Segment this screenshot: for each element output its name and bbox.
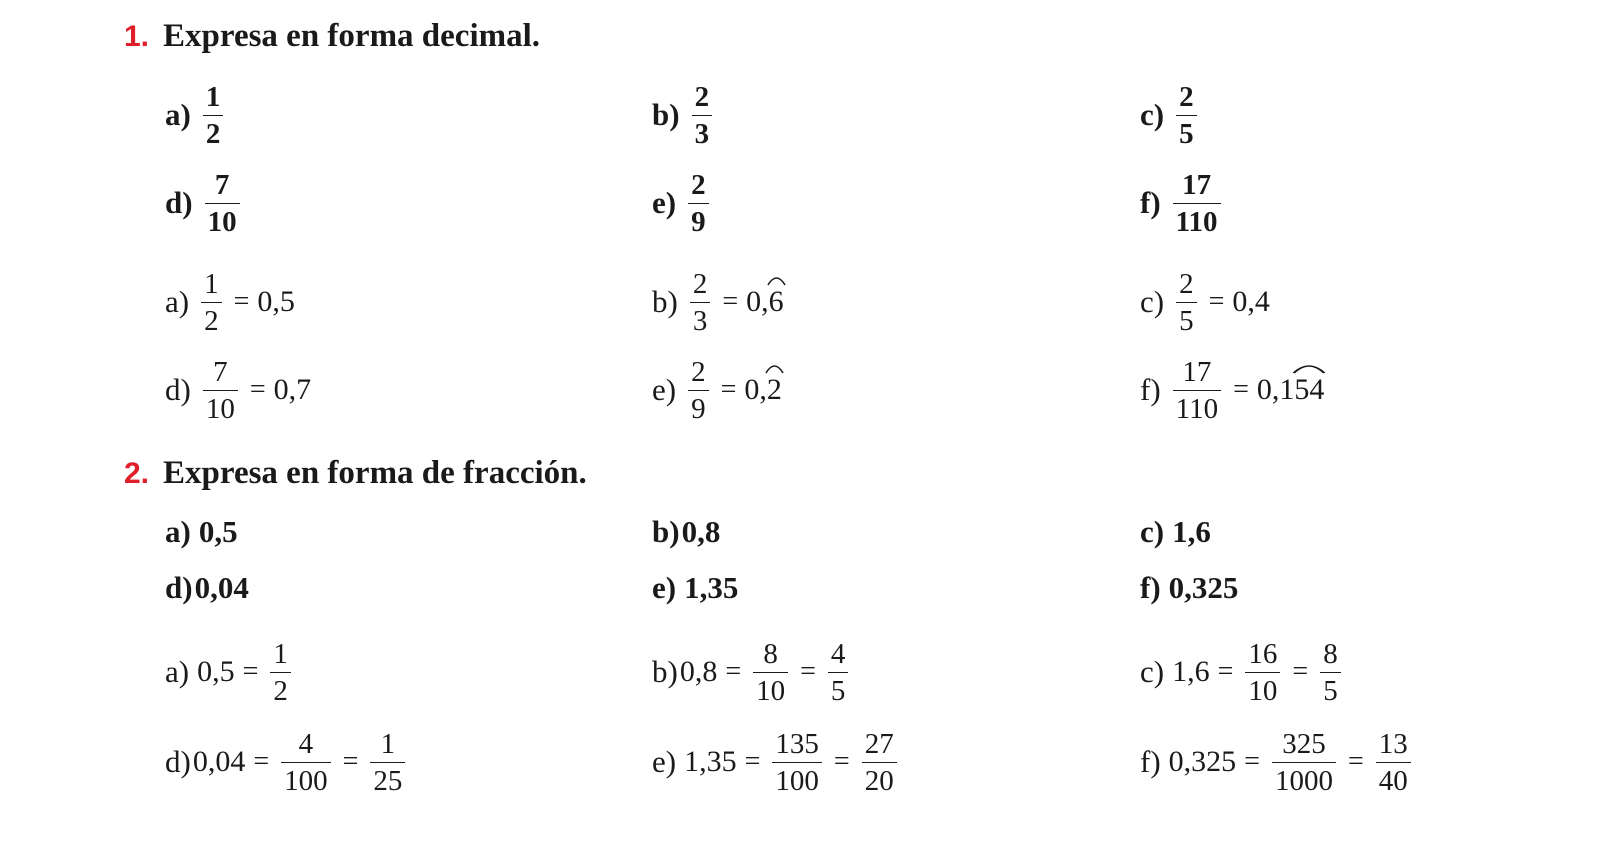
fraction — [1173, 169, 1221, 238]
numerator: 17 — [1182, 355, 1212, 388]
denominator: 20 — [864, 764, 894, 797]
ex1-answer-d — [165, 350, 311, 430]
fraction — [1173, 356, 1221, 425]
ex1-answer-a — [165, 262, 295, 342]
item-label: d) — [165, 185, 193, 220]
equals-sign: = — [1233, 374, 1249, 405]
numerator: 8 — [1323, 637, 1338, 670]
equals-sign: = — [744, 746, 761, 777]
item-label: b) — [652, 284, 678, 319]
fraction — [1320, 638, 1341, 707]
item-label: f) — [1140, 185, 1161, 220]
ex1-answer-b — [652, 262, 784, 342]
denominator: 3 — [692, 304, 708, 337]
numerator: 13 — [1378, 727, 1408, 760]
numerator: 1 — [273, 637, 288, 670]
decimal-value: 0,5 — [257, 285, 295, 318]
fraction — [690, 268, 711, 337]
decimal-value: 1,35 — [684, 745, 737, 778]
fraction — [1376, 728, 1411, 797]
numerator: 2 — [694, 80, 710, 113]
fraction — [270, 638, 291, 707]
equals-sign: = — [800, 656, 816, 687]
denominator: 110 — [1175, 205, 1218, 238]
equals-sign: = — [233, 286, 250, 317]
denominator: 2 — [205, 117, 221, 150]
exercise-1-heading — [124, 18, 540, 55]
decimal-value: 0,4 — [1232, 285, 1270, 318]
fraction — [1272, 728, 1336, 797]
fraction — [203, 81, 224, 150]
exercise-2-heading — [124, 455, 587, 492]
denominator: 10 — [1248, 674, 1278, 707]
ex1-answer-f — [1140, 350, 1324, 430]
decimal-value: 1,6 — [1172, 514, 1211, 549]
denominator: 5 — [1323, 674, 1338, 707]
fraction — [692, 81, 713, 150]
decimal-value: 0,8 — [681, 514, 721, 549]
ex1-question-c — [1140, 75, 1201, 155]
item-label: f) — [1140, 570, 1161, 605]
ex2-answer-f — [1140, 722, 1415, 802]
equals-sign: = — [1208, 286, 1225, 317]
numerator: 135 — [775, 727, 819, 760]
fraction — [203, 356, 238, 425]
denominator: 40 — [1378, 764, 1408, 797]
decimal-value: 0, — [744, 373, 767, 406]
numerator: 2 — [1179, 80, 1194, 113]
decimal-value: 0,04 — [192, 745, 246, 778]
item-label: c) — [1140, 514, 1165, 549]
fraction — [753, 638, 788, 707]
periodic-arc-icon — [1292, 362, 1326, 374]
item-label: f) — [1140, 744, 1161, 779]
item-label: c) — [1140, 284, 1165, 319]
equals-sign: = — [1244, 746, 1260, 777]
fraction — [828, 638, 849, 707]
item-label: f) — [1140, 372, 1161, 407]
repeating-digits — [767, 373, 782, 407]
ex2-question-f — [1140, 548, 1238, 628]
ex2-answer-a — [165, 632, 295, 712]
equals-sign: = — [253, 746, 270, 777]
decimal-value: 0,7 — [273, 373, 312, 406]
denominator: 5 — [830, 674, 846, 707]
fraction — [688, 169, 709, 238]
denominator: 10 — [205, 392, 235, 425]
denominator: 100 — [775, 764, 819, 797]
denominator: 2 — [204, 304, 219, 337]
numerator: 4 — [298, 727, 314, 760]
equals-sign: = — [722, 286, 739, 317]
item-label: a) — [165, 654, 190, 689]
equals-sign: = — [242, 656, 259, 687]
numerator: 1 — [380, 727, 396, 760]
ex2-question-e — [652, 548, 738, 628]
numerator: 4 — [830, 637, 846, 670]
item-label: b) — [652, 654, 678, 689]
decimal-value: 1,6 — [1172, 655, 1210, 688]
numerator: 1 — [205, 80, 221, 113]
periodic-arc-icon — [765, 362, 784, 374]
decimal-value: 0,5 — [197, 655, 235, 688]
numerator: 2 — [692, 267, 708, 300]
ex1-question-d — [165, 163, 244, 243]
numerator: 325 — [1282, 727, 1326, 760]
fraction — [281, 728, 331, 797]
numerator: 27 — [864, 727, 894, 760]
ex2-answer-e — [652, 722, 901, 802]
numerator: 2 — [691, 355, 706, 388]
equals-sign: = — [1217, 656, 1234, 687]
equals-sign: = — [1292, 656, 1309, 687]
ex1-question-e — [652, 163, 713, 243]
decimal-value: 0,1 — [1256, 373, 1295, 406]
equals-sign: = — [720, 374, 737, 405]
fraction — [201, 268, 222, 337]
equals-sign: = — [725, 656, 742, 687]
denominator: 5 — [1179, 304, 1194, 337]
denominator: 2 — [273, 674, 288, 707]
item-label: c) — [1140, 654, 1165, 689]
decimal-value: 0,04 — [194, 570, 249, 605]
denominator: 25 — [373, 764, 403, 797]
numerator: 7 — [213, 355, 228, 388]
denominator: 110 — [1175, 392, 1219, 425]
exercise-title: Expresa en forma decimal. — [163, 18, 541, 54]
item-label: a) — [165, 514, 191, 549]
fraction — [1176, 81, 1197, 150]
denominator: 5 — [1179, 117, 1194, 150]
decimal-value: 0, — [746, 285, 769, 318]
denominator: 9 — [691, 392, 706, 425]
ex1-question-f — [1140, 163, 1225, 243]
ex1-question-b — [652, 75, 716, 155]
item-label: b) — [652, 514, 680, 549]
repeating-digits-text: 54 — [1294, 373, 1325, 406]
ex1-answer-c — [1140, 262, 1270, 342]
repeating-digits — [769, 285, 784, 319]
item-label: c) — [1140, 97, 1165, 132]
decimal-value: 0,5 — [198, 514, 238, 549]
numerator: 16 — [1248, 637, 1278, 670]
equals-sign: = — [249, 374, 266, 405]
fraction — [1176, 268, 1197, 337]
item-label: d) — [165, 570, 193, 605]
fraction — [205, 169, 240, 238]
fraction — [688, 356, 709, 425]
denominator: 9 — [691, 205, 706, 238]
numerator: 7 — [214, 168, 230, 201]
item-label: a) — [165, 97, 191, 132]
decimal-value: 0,325 — [1168, 570, 1239, 605]
denominator: 10 — [207, 205, 237, 238]
fraction — [862, 728, 897, 797]
denominator: 100 — [284, 764, 328, 797]
repeating-digits-text: 2 — [766, 373, 782, 406]
item-label: e) — [652, 570, 677, 605]
ex1-question-a — [165, 75, 227, 155]
denominator: 3 — [694, 117, 710, 150]
fraction — [1245, 638, 1280, 707]
ex2-answer-c — [1140, 632, 1345, 712]
fraction — [370, 728, 405, 797]
numerator: 2 — [1179, 267, 1194, 300]
exercise-number: 2. — [124, 457, 150, 490]
exercise-title: Expresa en forma de fracción. — [163, 455, 587, 491]
decimal-value: 1,35 — [684, 570, 739, 605]
repeating-digits-text: 6 — [768, 285, 784, 318]
decimal-value: 0,8 — [679, 655, 718, 688]
item-label: a) — [165, 284, 190, 319]
equals-sign: = — [833, 746, 850, 777]
item-label: e) — [652, 372, 677, 407]
periodic-arc-icon — [767, 274, 786, 286]
numerator: 2 — [691, 168, 706, 201]
decimal-value: 0,325 — [1168, 745, 1237, 778]
numerator: 8 — [763, 637, 778, 670]
ex1-answer-e — [652, 350, 782, 430]
ex2-question-d — [165, 548, 249, 628]
numerator: 17 — [1182, 168, 1212, 201]
item-label: b) — [652, 97, 680, 132]
item-label: e) — [652, 185, 677, 220]
denominator: 10 — [756, 674, 786, 707]
repeating-digits — [1294, 373, 1324, 407]
numerator: 1 — [204, 267, 219, 300]
fraction — [772, 728, 822, 797]
equals-sign: = — [1347, 746, 1364, 777]
item-label: e) — [652, 744, 677, 779]
item-label: d) — [165, 744, 191, 779]
exercise-number: 1. — [124, 20, 150, 53]
denominator: 1000 — [1274, 764, 1333, 797]
item-label: d) — [165, 372, 191, 407]
ex2-answer-b — [652, 632, 852, 712]
equals-sign: = — [342, 746, 359, 777]
ex2-answer-d — [165, 722, 409, 802]
